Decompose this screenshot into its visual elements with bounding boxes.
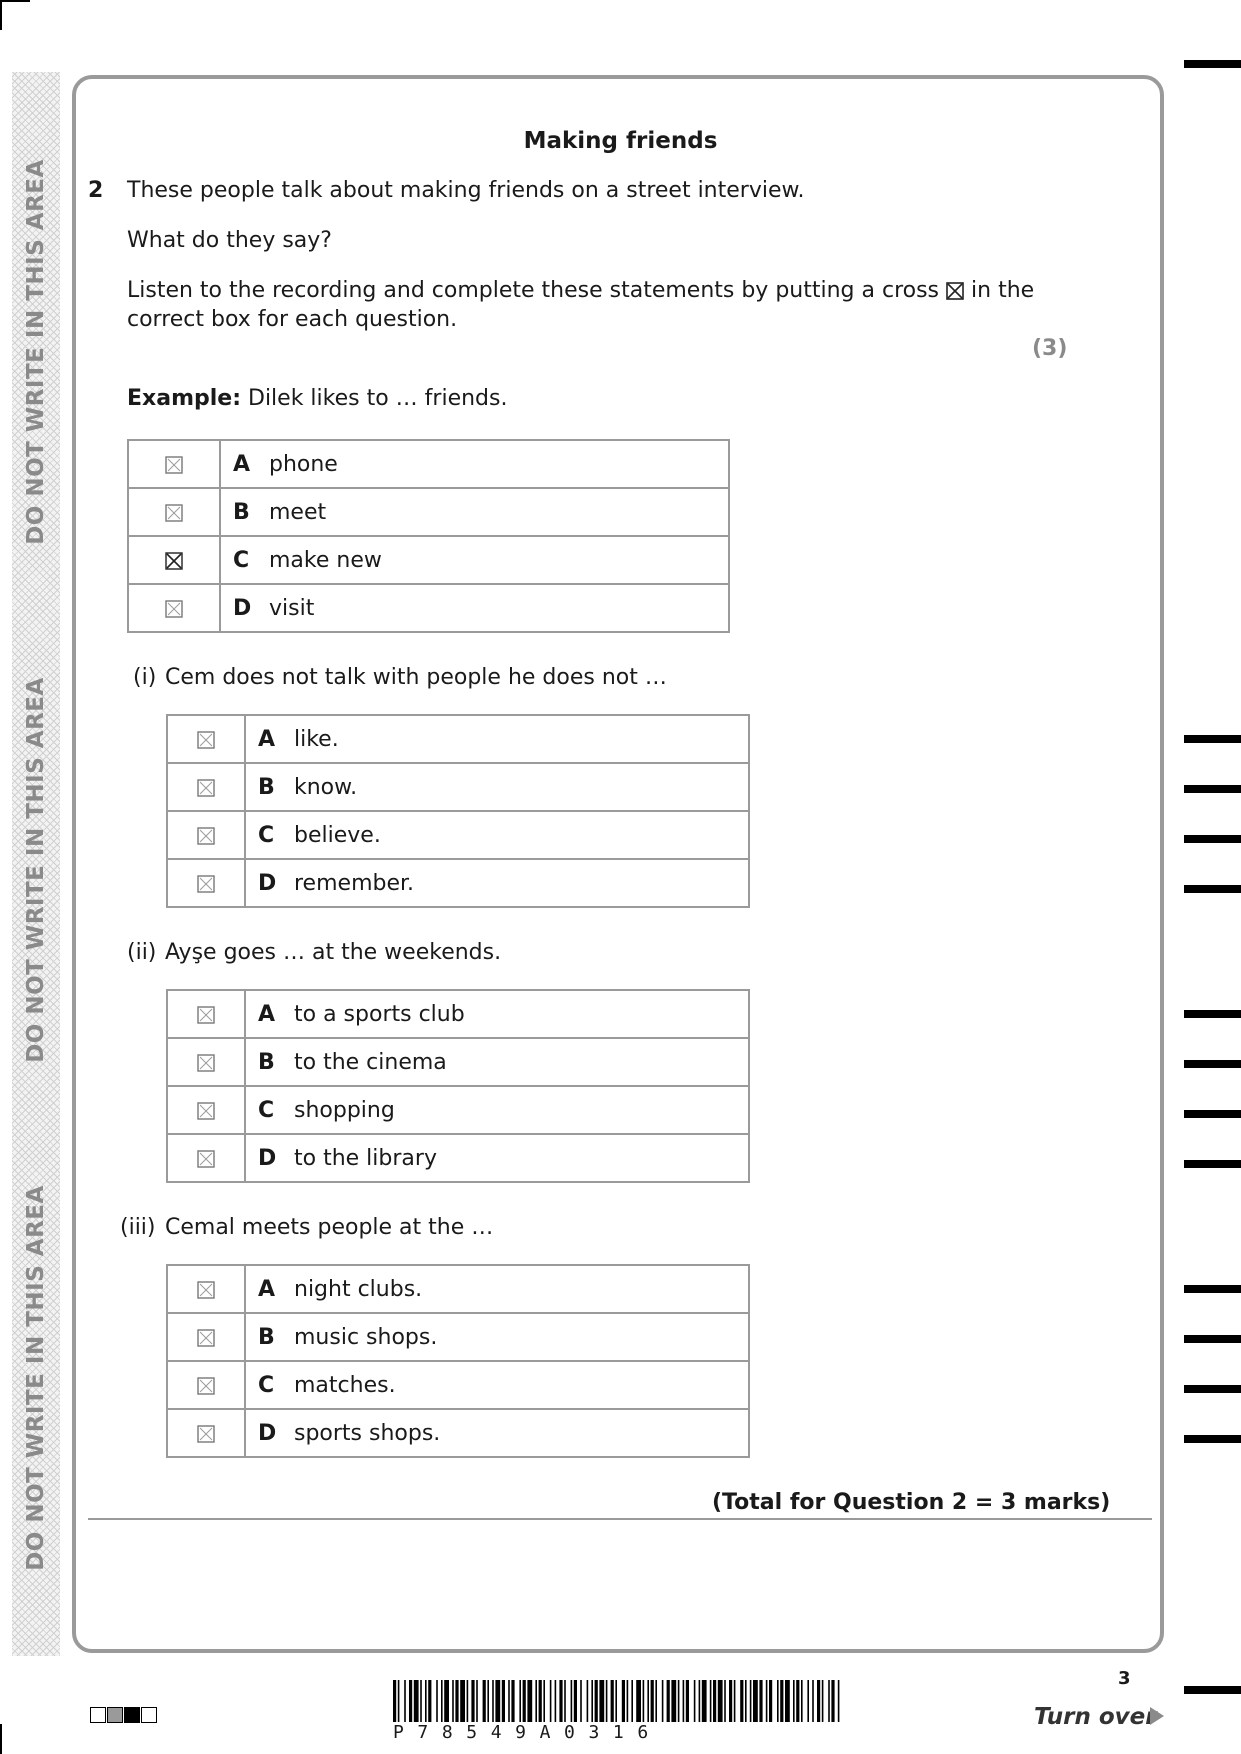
option-row [167, 1361, 749, 1409]
answer-box-cell[interactable] [167, 1361, 245, 1409]
answer-box-icon[interactable] [197, 1054, 215, 1072]
option-letter: B [258, 1324, 275, 1350]
option-letter: A [258, 726, 276, 752]
barcode-bar [471, 1680, 474, 1722]
option-row [128, 536, 729, 584]
option-text: to the cinema [294, 1049, 447, 1075]
crossed-box-icon[interactable] [165, 552, 183, 570]
barcode-bar [780, 1680, 783, 1722]
barcode [393, 1680, 843, 1722]
answer-box-icon[interactable] [165, 456, 183, 474]
barcode-bar [467, 1680, 469, 1722]
barcode-bar [667, 1680, 670, 1722]
option-cell [245, 1134, 749, 1182]
timing-mark [1184, 835, 1241, 843]
option-cell [245, 859, 749, 907]
option-text: night clubs. [294, 1276, 423, 1302]
barcode-bar [671, 1680, 676, 1722]
barcode-bar [455, 1680, 458, 1722]
answer-box-cell[interactable] [128, 584, 220, 632]
barcode-bar [740, 1680, 743, 1722]
barcode-bar [606, 1680, 608, 1722]
option-text: visit [269, 595, 315, 621]
option-text: to a sports club [294, 1001, 465, 1027]
timing-mark-bottom [1184, 1686, 1241, 1694]
question-total: (Total for Question 2 = 3 marks) [712, 1490, 1111, 1515]
page-number: 3 [1118, 1668, 1131, 1689]
option-letter: B [233, 499, 250, 525]
part-ii-options-table [166, 989, 750, 1183]
part-ii-label: (ii) [127, 940, 157, 965]
answer-box-cell[interactable] [167, 763, 245, 811]
answer-box-icon[interactable] [197, 1329, 215, 1347]
part-i-stem: Cem does not talk with people he does not … [165, 665, 667, 690]
barcode-text: P78549A0316 [393, 1722, 662, 1743]
option-text: sports shops. [294, 1420, 441, 1446]
answer-box-icon[interactable] [197, 779, 215, 797]
option-text: know. [294, 774, 358, 800]
question-instruction-line2: correct box for each question. [127, 307, 458, 332]
answer-box-icon[interactable] [197, 1425, 215, 1443]
timing-mark [1184, 1010, 1241, 1018]
answer-box-icon[interactable] [165, 600, 183, 618]
barcode-bar [785, 1680, 790, 1722]
timing-mark [1184, 735, 1241, 743]
option-text: phone [269, 451, 338, 477]
barcode-bar [483, 1680, 486, 1722]
option-row [128, 584, 729, 632]
barcode-bar [831, 1680, 834, 1722]
option-row [128, 440, 729, 488]
barcode-bar [441, 1680, 443, 1722]
answer-box-cell[interactable] [167, 1409, 245, 1457]
option-cell [245, 1313, 749, 1361]
barcode-bar [495, 1680, 500, 1722]
option-text: matches. [294, 1372, 396, 1398]
timing-mark [1184, 885, 1241, 893]
timing-mark [1184, 1335, 1241, 1343]
barcode-bar [817, 1680, 820, 1722]
answer-box-icon[interactable] [197, 1281, 215, 1299]
timing-mark [1184, 1160, 1241, 1168]
crop-mark-bottom-left [0, 1724, 2, 1754]
answer-box-icon[interactable] [197, 1102, 215, 1120]
answer-box-icon[interactable] [197, 731, 215, 749]
barcode-bar [420, 1680, 422, 1722]
option-letter: A [233, 451, 251, 477]
option-cell [245, 1361, 749, 1409]
barcode-bar [678, 1680, 680, 1722]
barcode-bar [404, 1680, 406, 1722]
option-row [167, 811, 749, 859]
timing-mark [1184, 60, 1241, 68]
part-iii-options-table [166, 1264, 750, 1458]
option-cell [245, 1265, 749, 1313]
barcode-bar [550, 1680, 552, 1722]
barcode-bar [807, 1680, 809, 1722]
answer-box-cell[interactable] [167, 990, 245, 1038]
barcode-bar [523, 1680, 526, 1722]
option-letter: C [258, 1372, 275, 1398]
option-letter: D [233, 595, 252, 621]
answer-box-icon[interactable] [197, 1377, 215, 1395]
barcode-bar [647, 1680, 649, 1722]
option-cell [245, 1409, 749, 1457]
barcode-bar [436, 1680, 438, 1722]
barcode-bar [769, 1680, 772, 1722]
barcode-bar [753, 1680, 758, 1722]
option-cell [220, 536, 729, 584]
option-row [128, 488, 729, 536]
barcode-bar [487, 1680, 489, 1722]
barcode-bar [555, 1680, 557, 1722]
barcode-bar [535, 1680, 537, 1722]
barcode-bar [502, 1680, 505, 1722]
option-cell [245, 1038, 749, 1086]
barcode-bar [580, 1680, 582, 1722]
barcode-bar [599, 1680, 604, 1722]
turn-over-label: Turn over [1034, 1704, 1157, 1730]
barcode-bar [812, 1680, 814, 1722]
barcode-bar [796, 1680, 799, 1722]
barcode-bar [710, 1680, 712, 1722]
barcode-bar [622, 1680, 625, 1722]
option-letter: B [258, 774, 275, 800]
answer-box-cell[interactable] [167, 811, 245, 859]
barcode-bar [591, 1680, 593, 1722]
barcode-bar [539, 1680, 542, 1722]
barcode-bar [574, 1680, 577, 1722]
barcode-bar [729, 1680, 732, 1722]
option-text: make new [269, 547, 382, 573]
answer-box-icon[interactable] [165, 504, 183, 522]
barcode-bar [699, 1680, 701, 1722]
barcode-bar [627, 1680, 629, 1722]
answer-box-cell[interactable] [167, 1265, 245, 1313]
example-options-table [127, 439, 730, 633]
option-row [167, 1086, 749, 1134]
marks-available: (3) [1032, 336, 1068, 361]
answer-box-cell[interactable] [167, 1086, 245, 1134]
timing-mark [1184, 1060, 1241, 1068]
example-label: Example: [127, 386, 241, 411]
part-ii-stem: Ayşe goes … at the weekends. [165, 940, 502, 965]
option-cell [220, 440, 729, 488]
barcode-bar [651, 1680, 654, 1722]
option-cell [245, 990, 749, 1038]
option-cell [245, 1086, 749, 1134]
barcode-bar [393, 1680, 396, 1722]
example-stem: Dilek likes to … friends. [248, 386, 508, 411]
option-text: to the library [294, 1145, 437, 1171]
answer-box-icon[interactable] [197, 875, 215, 893]
barcode-bar [425, 1680, 427, 1722]
option-letter: D [258, 1145, 277, 1171]
option-letter: C [258, 822, 275, 848]
question-number: 2 [88, 178, 104, 203]
barcode-bar [595, 1680, 598, 1722]
answer-box-cell[interactable] [167, 1038, 245, 1086]
option-letter: D [258, 870, 277, 896]
crop-mark-top-left [0, 0, 30, 2]
barcode-bar [428, 1680, 431, 1722]
barcode-bar [793, 1680, 795, 1722]
answer-box-cell[interactable] [167, 1313, 245, 1361]
section-title: Making friends [523, 128, 718, 154]
barcode-bar [750, 1680, 752, 1722]
barcode-bar [662, 1680, 664, 1722]
answer-box-icon[interactable] [197, 1150, 215, 1168]
timing-mark [1184, 1285, 1241, 1293]
option-row [167, 1038, 749, 1086]
barcode-bar [766, 1680, 768, 1722]
barcode-bar [838, 1680, 840, 1722]
barcode-bar [655, 1680, 657, 1722]
answer-box-cell[interactable] [167, 859, 245, 907]
option-text: believe. [294, 822, 381, 848]
answer-box-cell[interactable] [167, 1134, 245, 1182]
barcode-bar [615, 1680, 617, 1722]
barcode-bar [527, 1680, 532, 1722]
barcode-bar [414, 1680, 419, 1722]
option-row [167, 1134, 749, 1182]
page-marker-squares [90, 1707, 157, 1723]
barcode-bar [734, 1680, 736, 1722]
crossed-box-icon [946, 282, 964, 300]
timing-mark [1184, 1385, 1241, 1393]
answer-box-icon[interactable] [197, 827, 215, 845]
barcode-bar [543, 1680, 545, 1722]
barcode-bar [822, 1680, 824, 1722]
option-text: like. [294, 726, 339, 752]
barcode-bar [686, 1680, 689, 1722]
option-row [167, 1409, 749, 1457]
option-text: music shops. [294, 1324, 438, 1350]
option-row [167, 990, 749, 1038]
instruction-text-end: in the [971, 278, 1035, 303]
barcode-bar [559, 1680, 562, 1722]
timing-mark [1184, 1435, 1241, 1443]
timing-mark [1184, 785, 1241, 793]
barcode-bar [511, 1680, 514, 1722]
barcode-bar [460, 1680, 465, 1722]
barcode-bar [801, 1680, 803, 1722]
option-row [167, 763, 749, 811]
question-end-rule [88, 1518, 1152, 1520]
barcode-bar [398, 1680, 400, 1722]
option-cell [220, 584, 729, 632]
barcode-bar [828, 1680, 830, 1722]
option-letter: B [258, 1049, 275, 1075]
crop-mark-top-left-vertical [0, 0, 2, 30]
barcode-bar [713, 1680, 716, 1722]
turn-over-arrow-icon [1150, 1707, 1164, 1725]
part-iii-label: (iii) [120, 1215, 156, 1240]
option-letter: A [258, 1001, 276, 1027]
timing-mark [1184, 1110, 1241, 1118]
barcode-bar [643, 1680, 645, 1722]
question-instruction [127, 278, 1034, 304]
option-row [167, 859, 749, 907]
barcode-bar [636, 1680, 641, 1722]
barcode-bar [452, 1680, 454, 1722]
question-prompt: What do they say? [127, 228, 332, 253]
barcode-bar [777, 1680, 779, 1722]
instruction-text: Listen to the recording and complete these statements by putting a cross [127, 278, 940, 303]
option-letter: D [258, 1420, 277, 1446]
barcode-bar [444, 1680, 449, 1722]
option-row [167, 715, 749, 763]
option-row [167, 1265, 749, 1313]
option-row [167, 1313, 749, 1361]
barcode-bar [631, 1680, 633, 1722]
option-letter: C [233, 547, 250, 573]
part-i-options-table [166, 714, 750, 908]
barcode-bar [759, 1680, 762, 1722]
barcode-bar [519, 1680, 521, 1722]
answer-box-icon[interactable] [197, 1006, 215, 1024]
part-i-label: (i) [133, 665, 157, 690]
barcode-bar [476, 1680, 478, 1722]
answer-box-cell[interactable] [128, 488, 220, 536]
part-iii-stem: Cemal meets people at the … [165, 1215, 494, 1240]
barcode-bar [508, 1680, 510, 1722]
option-text: remember. [294, 870, 415, 896]
barcode-bar [745, 1680, 747, 1722]
example-stem-line [127, 386, 507, 412]
option-text: shopping [294, 1097, 395, 1123]
answer-box-cell[interactable] [167, 715, 245, 763]
barcode-bar [611, 1680, 614, 1722]
barcode-bar [702, 1680, 707, 1722]
question-intro: These people talk about making friends on a street interview. [127, 178, 805, 203]
barcode-bar [571, 1680, 573, 1722]
option-cell [245, 811, 749, 859]
barcode-bar [724, 1680, 726, 1722]
option-cell [245, 763, 749, 811]
barcode-bar [409, 1680, 412, 1722]
option-text: meet [269, 499, 327, 525]
option-cell [220, 488, 729, 536]
option-letter: C [258, 1097, 275, 1123]
answer-box-cell[interactable] [128, 440, 220, 488]
barcode-bar [683, 1680, 685, 1722]
barcode-bar [587, 1680, 589, 1722]
barcode-bar [564, 1680, 566, 1722]
barcode-bar [694, 1680, 696, 1722]
answer-box-cell[interactable] [128, 536, 220, 584]
option-letter: A [258, 1276, 276, 1302]
option-cell [245, 715, 749, 763]
barcode-bar [718, 1680, 723, 1722]
barcode-bar [492, 1680, 494, 1722]
